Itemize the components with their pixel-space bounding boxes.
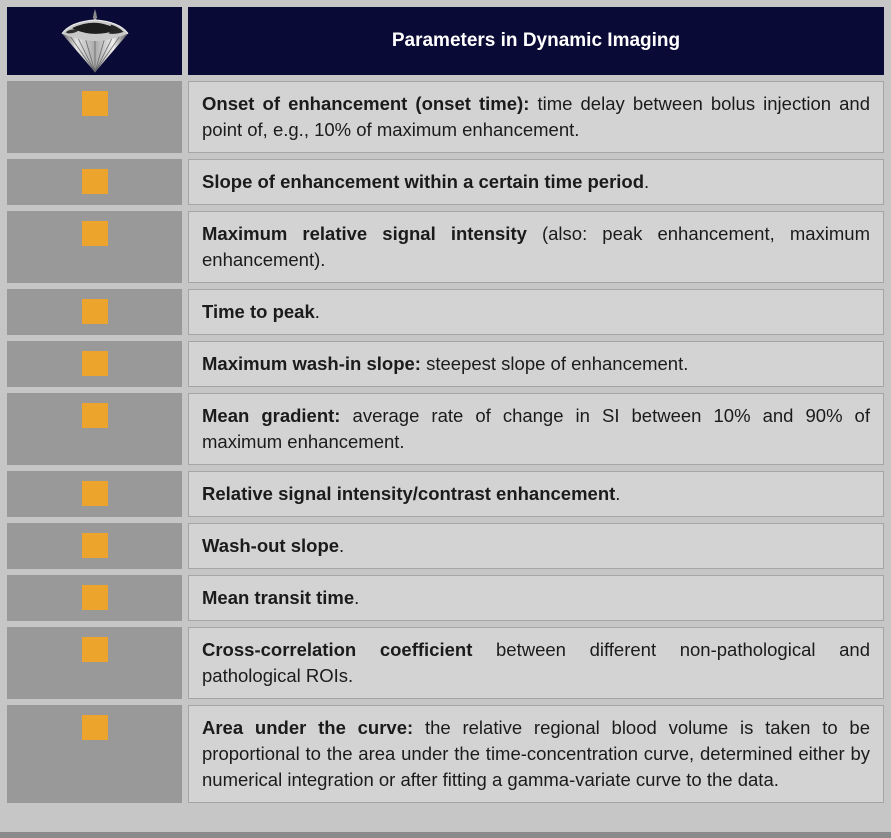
parameter-cell: [188, 471, 884, 517]
table-row: [7, 471, 884, 517]
parameter-term: Relative signal intensity/contrast enhancement: [202, 483, 616, 504]
table-header-row: [7, 7, 884, 75]
bullet-cell: [7, 341, 182, 387]
parameter-description: average rate of change in SI between 10% and 90% of maximum enhancement.: [202, 405, 870, 452]
parameter-cell: [188, 81, 884, 153]
parameter-cell: [188, 523, 884, 569]
bullet-square-icon: [82, 351, 108, 376]
parameter-description: .: [314, 301, 320, 322]
parameter-description: between different non-pathological and pathological ROIs.: [202, 639, 870, 686]
bullet-square-icon: [82, 221, 108, 246]
parameter-term: Slope of enhancement within a certain time period: [202, 171, 645, 192]
diamond-icon: [53, 8, 137, 74]
bullet-square-icon: [82, 299, 108, 324]
page-title: Parameters in Dynamic Imaging: [188, 7, 884, 75]
parameter-cell: [188, 341, 884, 387]
bullet-square-icon: [82, 403, 108, 428]
parameter-term: Time to peak: [202, 301, 315, 322]
table-row: [7, 575, 884, 621]
bullet-square-icon: [82, 481, 108, 506]
parameter-cell: [188, 627, 884, 699]
parameter-description: the relative regional blood volume is taken to be proportional to the area under the time-concentration curve, determined either by numerical integration or after fitting a gamma-variate curve to the data.: [202, 717, 870, 790]
parameter-description: (also: peak enhancement, maximum enhancement).: [202, 223, 870, 270]
parameter-term: Mean gradient:: [202, 405, 341, 426]
parameter-cell: [188, 289, 884, 335]
bullet-square-icon: [82, 91, 108, 116]
parameter-term: Cross-correlation coefficient: [202, 639, 473, 660]
table-row: [7, 393, 884, 465]
parameter-term: Wash-out slope: [202, 535, 340, 556]
table-row: [7, 627, 884, 699]
table-row: [7, 81, 884, 153]
table-row: [7, 705, 884, 803]
parameter-term: Maximum relative signal intensity: [202, 223, 527, 244]
parameter-cell: [188, 393, 884, 465]
parameter-description: .: [354, 587, 360, 608]
table-row: [7, 523, 884, 569]
bottom-edge-shadow: [0, 832, 891, 838]
bullet-cell: [7, 705, 182, 803]
parameter-term: Area under the curve:: [202, 717, 414, 738]
bullet-square-icon: [82, 715, 108, 740]
parameter-cell: [188, 211, 884, 283]
bullet-cell: [7, 627, 182, 699]
parameter-description: time delay between bolus injection and point of, e.g., 10% of maximum enhancement.: [202, 93, 870, 140]
parameter-term: Maximum wash-in slope:: [202, 353, 421, 374]
parameter-description: .: [644, 171, 650, 192]
table-row: [7, 341, 884, 387]
parameters-table: [7, 7, 884, 803]
bullet-cell: [7, 523, 182, 569]
bullet-cell: [7, 211, 182, 283]
parameter-description: steepest slope of enhancement.: [420, 353, 689, 374]
table-row: [7, 211, 884, 283]
table-row: [7, 289, 884, 335]
parameter-cell: [188, 159, 884, 205]
parameter-cell: [188, 705, 884, 803]
bullet-square-icon: [82, 533, 108, 558]
bullet-cell: [7, 393, 182, 465]
bullet-cell: [7, 81, 182, 153]
bullet-cell: [7, 289, 182, 335]
parameter-term: Mean transit time: [202, 587, 355, 608]
bullet-cell: [7, 575, 182, 621]
bullet-square-icon: [82, 637, 108, 662]
bullet-cell: [7, 471, 182, 517]
parameter-term: Onset of enhancement (onset time):: [202, 93, 530, 114]
parameter-cell: [188, 575, 884, 621]
bullet-square-icon: [82, 169, 108, 194]
parameter-description: .: [339, 535, 345, 556]
bullet-square-icon: [82, 585, 108, 610]
parameter-description: .: [615, 483, 621, 504]
bullet-cell: [7, 159, 182, 205]
table-row: [7, 159, 884, 205]
logo-cell: [7, 7, 182, 75]
